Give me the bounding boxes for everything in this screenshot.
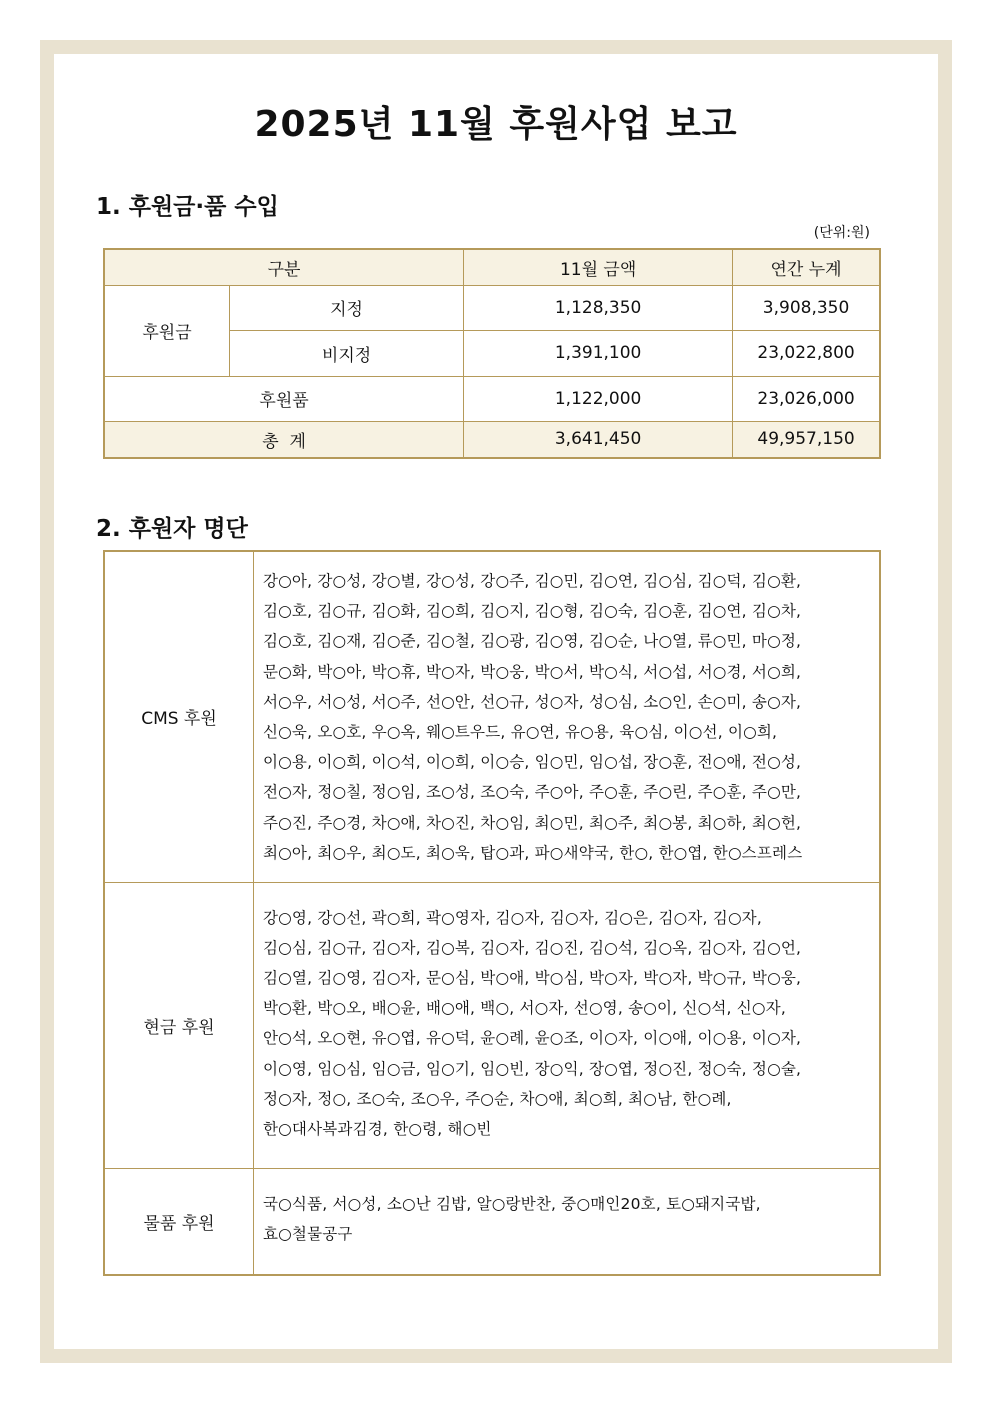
donor-group-goods [104,1168,880,1275]
donor-line: 서○우, 서○성, 서○주, 선○안, 선○규, 성○자, 성○심, 소○인, 손○미, 송○자, [263,692,802,711]
header-annual: 연간 누계 [733,249,880,285]
donor-line: 강○영, 강○선, 곽○희, 곽○영자, 김○자, 김○자, 김○은, 김○자, 김○자, [263,908,762,927]
income-table-header [104,249,880,285]
donor-group-cms [104,551,880,882]
table-row [104,285,880,330]
donor-line: 문○화, 박○아, 박○휴, 박○자, 박○웅, 박○서, 박○식, 서○섭, 서○경, 서○희, [263,662,802,681]
donor-line: 전○자, 정○칠, 정○임, 조○성, 조○숙, 주○아, 주○훈, 주○린, 주○훈, 주○만, [263,783,802,802]
donor-line: 박○환, 박○오, 배○윤, 배○애, 백○, 서○자, 선○영, 송○이, 신○석, 신○자, [263,999,786,1018]
unit-label: (단위:원) [813,225,870,241]
donor-line: 국○식품, 서○성, 소○난 김밥, 알○랑반찬, 중○매인20호, 토○돼지국밥, [263,1194,761,1213]
document-title: 2025년 11월 후원사업 보고 [254,104,738,145]
donor-line: 강○아, 강○성, 강○별, 강○성, 강○주, 김○민, 김○연, 김○심, 김○덕, 김○환, [263,572,802,590]
donor-names [254,1168,881,1275]
section2-heading: 2. 후원자 명단 [96,516,248,542]
row-label: 지정 [230,285,464,330]
section1-heading: 1. 후원금·품 수입 [96,194,279,220]
row-annual: 3,908,350 [733,285,880,330]
goods-month: 1,122,000 [464,376,733,421]
donor-line: 최○아, 최○우, 최○도, 최○욱, 탑○과, 파○새약국, 한○, 한○엽, 한○스프레스 [263,843,803,862]
donor-group-cash [104,882,880,1168]
donor-names [254,551,881,882]
total-label: 총 계 [104,421,464,458]
header-category: 구분 [104,249,464,285]
donor-line: 안○석, 오○현, 유○엽, 유○덕, 윤○례, 윤○조, 이○자, 이○애, 이○용, 이○자, [263,1029,802,1048]
donor-table [103,550,881,1276]
donation-label: 후원금 [104,285,230,376]
total-row [104,421,880,458]
donor-line: 주○진, 주○경, 차○애, 차○진, 차○임, 최○민, 최○주, 최○봉, 최○하, 최○헌, [263,813,802,832]
group-label: 현금 후원 [104,882,254,1168]
income-table [103,248,881,459]
header-month: 11월 금액 [464,249,733,285]
donor-line: 신○욱, 오○호, 우○옥, 웨○트우드, 유○연, 유○용, 육○심, 이○선, 이○희, [263,723,778,742]
row-label: 비지정 [230,330,464,376]
donor-line: 김○호, 김○규, 김○화, 김○희, 김○지, 김○형, 김○숙, 김○훈, 김○연, 김○차, [263,602,802,621]
donor-line: 효○철물공구 [263,1224,353,1243]
donor-line: 이○영, 임○심, 임○금, 임○기, 임○빈, 장○익, 장○엽, 정○진, 정○숙, 정○술, [263,1059,802,1078]
row-annual: 23,022,800 [733,330,880,376]
row-month: 1,391,100 [464,330,733,376]
donor-line: 한○대사복과김경, 한○령, 해○빈 [263,1119,492,1138]
table-row [104,376,880,421]
donor-line: 김○호, 김○재, 김○준, 김○철, 김○광, 김○영, 김○순, 나○열, 류○민, 마○정, [263,632,802,651]
donor-line: 정○자, 정○, 조○숙, 조○우, 주○순, 차○애, 최○희, 최○남, 한○례, [263,1089,732,1108]
donor-line: 김○열, 김○영, 김○자, 문○심, 박○애, 박○심, 박○자, 박○자, 박○규, 박○웅, [263,968,802,987]
donor-names [254,882,881,1168]
donor-line: 이○용, 이○희, 이○석, 이○희, 이○승, 임○민, 임○섭, 장○훈, 전○애, 전○성, [263,753,802,772]
group-label: CMS 후원 [104,551,254,882]
goods-annual: 23,026,000 [733,376,880,421]
goods-label: 후원품 [104,376,464,421]
row-month: 1,128,350 [464,285,733,330]
donor-line: 김○심, 김○규, 김○자, 김○복, 김○자, 김○진, 김○석, 김○옥, 김○자, 김○언, [263,938,802,957]
total-month: 3,641,450 [464,421,733,458]
total-annual: 49,957,150 [733,421,880,458]
group-label: 물품 후원 [104,1168,254,1275]
